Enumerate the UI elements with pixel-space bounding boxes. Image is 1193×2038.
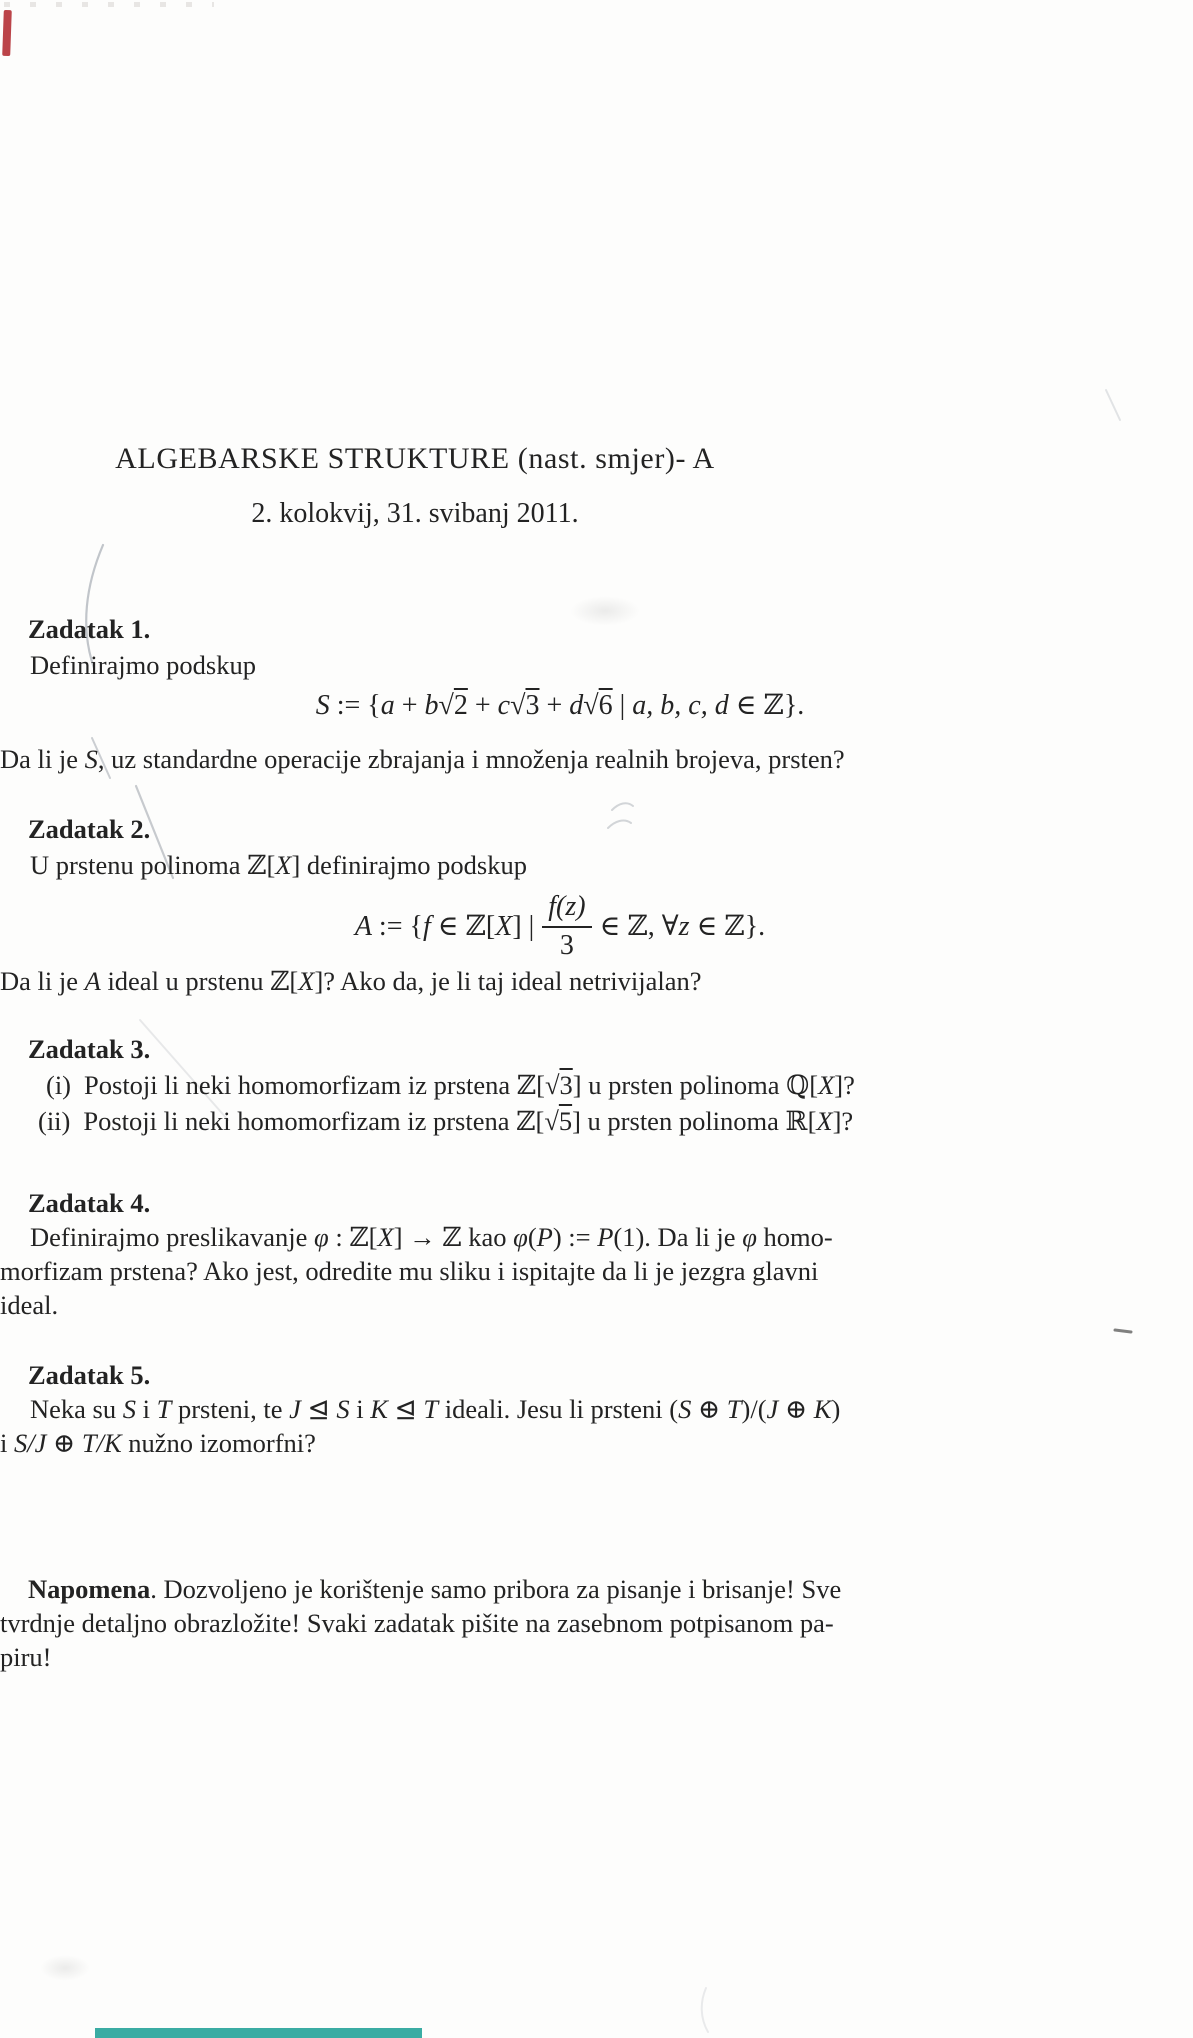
fraction-denominator: 3	[559, 929, 574, 961]
napomena-line-2: tvrdnje detaljno obrazložite! Svaki zadatak pišite na zasebnom potpisanom pa-	[0, 1608, 834, 1638]
zadatak5-line-1: Neka su S i T prsteni, te J ⊴ S i K ⊴ T ideali. Jesu li prsteni (S ⊕ T)/(J ⊕ K)	[30, 1394, 841, 1424]
zadatak3-item-ii	[38, 1104, 853, 1138]
fraction	[542, 891, 591, 962]
zadatak1-formula: S := {a + b√2 + c√3 + d√6 | a, b, c, d ∈ ℤ}.	[315, 690, 805, 721]
exam-date-subtitle: 2. kolokvij, 31. svibanj 2011.	[251, 498, 579, 529]
zadatak3-item-i	[46, 1068, 855, 1102]
scan-top-edge-specks	[4, 2, 214, 7]
zadatak2-intro: U prstenu polinoma ℤ[X] definirajmo podskup	[30, 850, 527, 880]
faint-slash-top-right	[1106, 390, 1120, 420]
item-ii-text: Postoji li neki homomorfizam iz prstena ℤ[√5] u prsten polinoma ℝ[X]?	[83, 1106, 854, 1136]
scan-bottom-teal-strip	[95, 2028, 422, 2038]
zadatak1-question: Da li je S, uz standardne operacije zbrajanja i množenja realnih brojeva, prsten?	[0, 744, 845, 774]
zadatak1-intro: Definirajmo podskup	[30, 650, 256, 680]
scan-left-edge-red-mark	[2, 10, 12, 56]
scan-smudge	[570, 596, 640, 626]
zadatak2-formula-left: A := {f ∈ ℤ[X] |	[354, 911, 535, 942]
zadatak4-heading: Zadatak 4.	[28, 1188, 151, 1218]
faint-curl-bottom	[702, 1988, 708, 2032]
zadatak5-line-2: i S/J ⊕ T/K nužno izomorfni?	[0, 1428, 316, 1458]
zadatak4-line-1: Definirajmo preslikavanje φ : ℤ[X] → ℤ kao φ(P) := P(1). Da li je φ homo-	[30, 1222, 833, 1252]
napomena-line-3: piru!	[0, 1642, 52, 1672]
zadatak2-formula	[80, 886, 1040, 966]
scan-smudge	[40, 1955, 90, 1981]
zadatak3-heading: Zadatak 3.	[28, 1034, 151, 1064]
exam-title: ALGEBARSKE STRUKTURE (nast. smjer)- A	[115, 442, 715, 475]
zadatak5-heading: Zadatak 5.	[28, 1360, 151, 1390]
zadatak4-line-2: morfizam prstena? Ako jest, odredite mu sliku i ispitajte da li je jezgra glavni	[0, 1256, 819, 1286]
item-i-label: (i)	[46, 1070, 72, 1100]
pencil-squiggle-mark	[608, 803, 633, 828]
zadatak2-formula-right: ∈ ℤ, ∀z ∈ ℤ}.	[599, 911, 766, 942]
zadatak1-heading: Zadatak 1.	[28, 614, 151, 644]
fraction-numerator: f(z)	[542, 891, 591, 928]
napomena-line-1: Napomena. Dozvoljeno je korištenje samo pribora za pisanje i brisanje! Sve	[28, 1574, 842, 1604]
zadatak2-question: Da li je A ideal u prstenu ℤ[X]? Ako da, je li taj ideal netrivijalan?	[0, 966, 702, 996]
zadatak4-line-3: ideal.	[0, 1290, 59, 1320]
margin-dash-mark	[1115, 1330, 1131, 1332]
item-i-text: Postoji li neki homomorfizam iz prstena ℤ[√3] u prsten polinoma ℚ[X]?	[84, 1070, 855, 1100]
zadatak2-heading: Zadatak 2.	[28, 814, 151, 844]
item-ii-label: (ii)	[38, 1106, 71, 1136]
